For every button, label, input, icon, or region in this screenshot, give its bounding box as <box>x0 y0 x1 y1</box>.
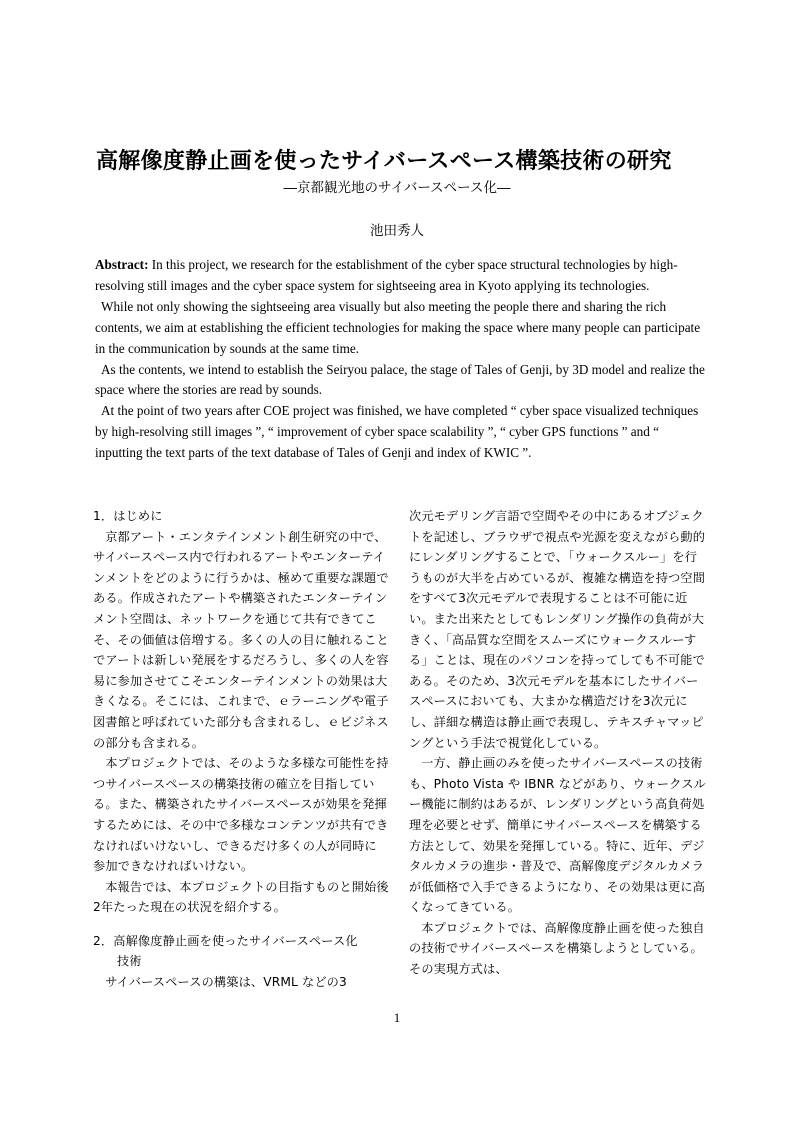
right-paragraph-3: 本プロジェクトでは、高解像度静止画を使った独自の技術でサイバースペースを構築しようとしている。その実現方式は、 <box>409 920 705 977</box>
left-paragraph-1: 京都アート・エンタテインメント創生研究の中で、サイバースペース内で行われるアートやエンターテインメントをどのように行うかは、極めて重要な課題である。作成されたアートや構築されたエンターテインメント空間は、ネットワークを通じて共有できてこそ、その価値は倍増する。多くの人の目に触れることでアートは新しい発展をするだろうし、多くの人を容易に参加させてこそエンターテインメントの効果は大きくなる。そこには、これまで、ｅラーニングや電子図書館と呼ばれていた部分も含まれるし、ｅビジネスの部分も含まれる。 <box>93 529 389 750</box>
section-2-heading-cont: 技術 <box>117 954 142 969</box>
abstract-paragraph-1 <box>95 255 705 297</box>
left-paragraph-4: サイバースペースの構築は、VRML などの3 <box>105 975 347 990</box>
paper-subtitle: ―京都観光地のサイバースペース化― <box>283 180 511 196</box>
right-column <box>409 506 709 980</box>
right-paragraph-2: 一方、静止画のみを使ったサイバースペースの技術も、Photo Vista や IBNR などがあり、ウォークスルー機能に制約はあるが、レンダリングという高負荷処理を必要とせず、簡単にサイバースペースを構築する方法として、効果を発揮している。特に、近年、デジタルカメラの進歩・普及で、高解像度デジタルカメラが低価格で入手できるようになり、その効果は更に高くなってきている。 <box>409 756 707 915</box>
section-1-heading: 1．はじめに <box>93 509 163 523</box>
author-name: 池田秀人 <box>370 223 424 239</box>
abstract-block <box>95 255 705 464</box>
section-gap <box>93 918 389 931</box>
right-paragraph-1: 次元モデリング言語で空間やその中にあるオブジェクトを記述し、ブラウザで視点や光源を変えながら動的にレンダリングすることで、「ウォークスルー」を行うものが大半を占めているが、複雑な構造を持つ空間をすべて3次元モデルで表現することは不可能に近い。また出来たとしてもレンダリング操作の負荷が大きく、「高品質な空間をスムーズにウォークスルーする」ことは、現在のパソコンを持ってしても不可能である。そのため、3次元モデルを基本にしたサイバースペースにおいても、大まかな構造だけを3次元にし、詳細な構造は静止画で表現し、テキスチャマッピングという手法で視覚化している。 <box>409 509 706 750</box>
abstract-paragraph-3: As the contents, we intend to establish the Seiryou palace, the stage of Tales of Genji, by 3D model and realize the space where the stories are read by sounds. <box>95 361 705 398</box>
section-2-heading: 2．高解像度静止画を使ったサイバースペース化 <box>93 933 358 948</box>
paper-title: 高解像度静止画を使ったサイバースペース構築技術の研究 <box>96 148 672 174</box>
abstract-paragraph-2: While not only showing the sightseeing area visually but also meeting the people there and sharing the rich contents, we aim at establishing the efficient technologies for making the space where many people can participate in the communication by sounds at the same time. <box>95 298 701 356</box>
left-paragraph-2: 本プロジェクトでは、そのような多様な可能性を持つサイバースペースの構築技術の確立を目指している。また、構築されたサイバースペースが効果を発揮するためには、その中で多様なコンテンツが共有できなければいけないし、できるだけ多くの人が同時に参加できなければいけない。 <box>93 756 389 874</box>
left-paragraph-3: 本報告では、本プロジェクトの目指すものと開始後2年たった現在の状況を紹介する。 <box>93 879 389 915</box>
page-number: 1 <box>393 1010 401 1025</box>
abstract-paragraph-4: At the point of two years after COE project was finished, we have completed “ cyber space visualized techniques by high-resolving still images ”, “ improvement of cyber space scalability ”, “ cyber GPS functions ” and “ inputting the text parts of the text database of Tales of Genji and index of KWIC ”. <box>95 403 699 461</box>
abstract-text-1: In this project, we research for the establishment of the cyber space structural technologies by high-resolving still images and the cyber space system for sightseeing area in Kyoto applying its technologies. <box>95 257 678 293</box>
left-column <box>93 506 389 993</box>
abstract-label: Abstract: <box>95 257 149 272</box>
